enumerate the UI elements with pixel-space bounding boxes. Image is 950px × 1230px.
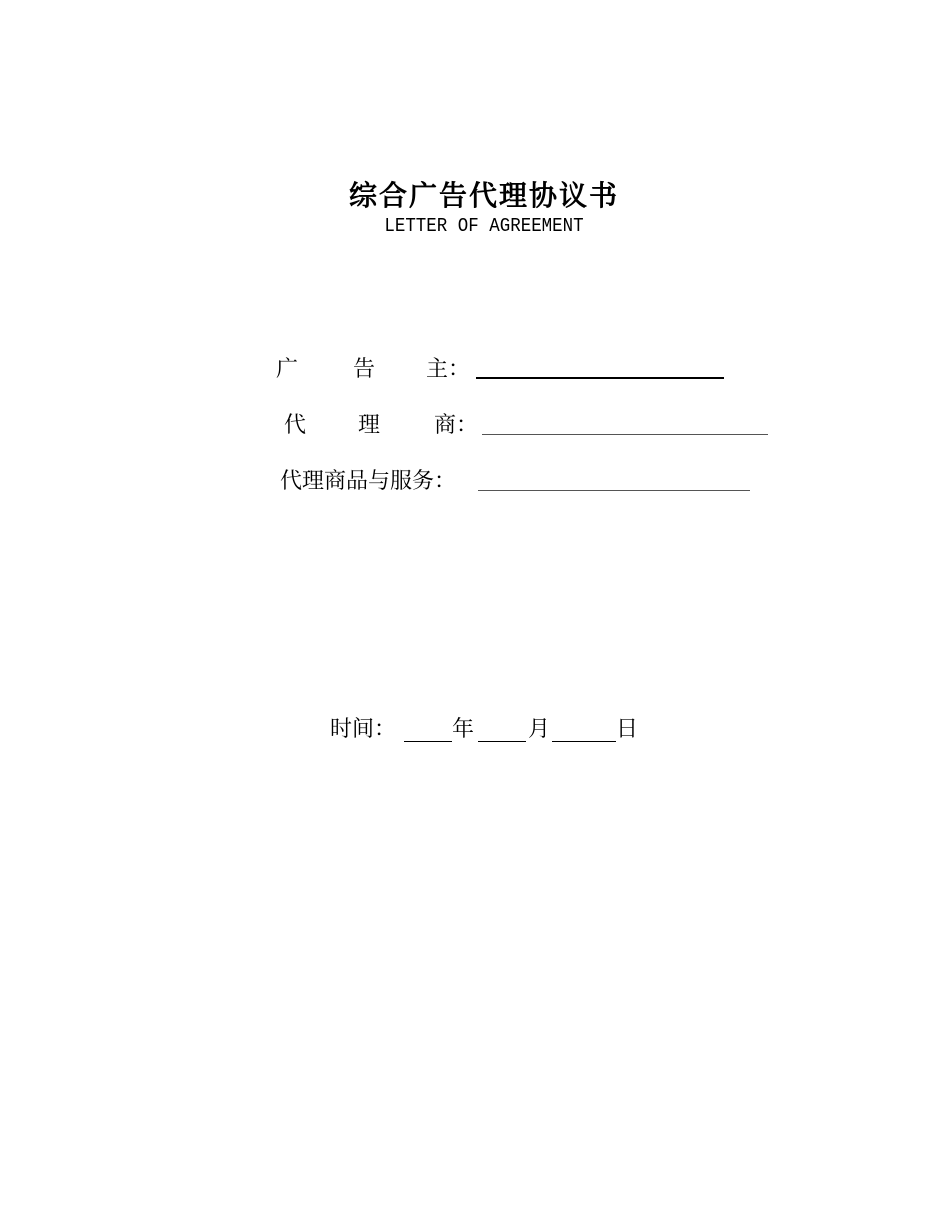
advertiser-label-char-2: 告 (353, 357, 376, 382)
date-row (330, 716, 650, 746)
advertiser-label-colon: ： (448, 357, 471, 382)
advertiser-field (276, 356, 736, 386)
agent-field (284, 412, 774, 442)
document-subtitle: LETTER OF AGREEMENT (384, 215, 584, 237)
services-input[interactable] (478, 468, 750, 492)
date-year-underline (404, 741, 452, 742)
services-label-colon: ： (434, 469, 457, 494)
agent-label-char-1: 代 (284, 413, 307, 438)
agent-label-colon: ： (456, 413, 479, 438)
document-title: 综合广告代理协议书 (348, 179, 619, 212)
advertiser-label-char-3: 主 (426, 357, 449, 382)
date-day-unit: 日 (616, 717, 639, 742)
agent-input[interactable] (482, 412, 767, 436)
date-day-underline (552, 741, 616, 742)
services-field (280, 468, 456, 498)
services-label: 代理商品与服务 (280, 469, 435, 494)
date-year-input[interactable] (404, 716, 452, 740)
date-month-underline (478, 741, 526, 742)
advertiser-label-char-1: 广 (276, 357, 299, 382)
date-month-unit: 月 (528, 717, 551, 742)
date-day-input[interactable] (552, 716, 616, 740)
agent-underline (482, 434, 768, 435)
date-month-input[interactable] (478, 716, 526, 740)
services-underline (478, 490, 750, 491)
date-year-unit: 年 (452, 717, 475, 742)
agent-label-char-3: 商 (434, 413, 457, 438)
date-label: 时间： (330, 717, 397, 742)
agent-label-char-2: 理 (358, 413, 381, 438)
advertiser-underline (476, 377, 724, 379)
